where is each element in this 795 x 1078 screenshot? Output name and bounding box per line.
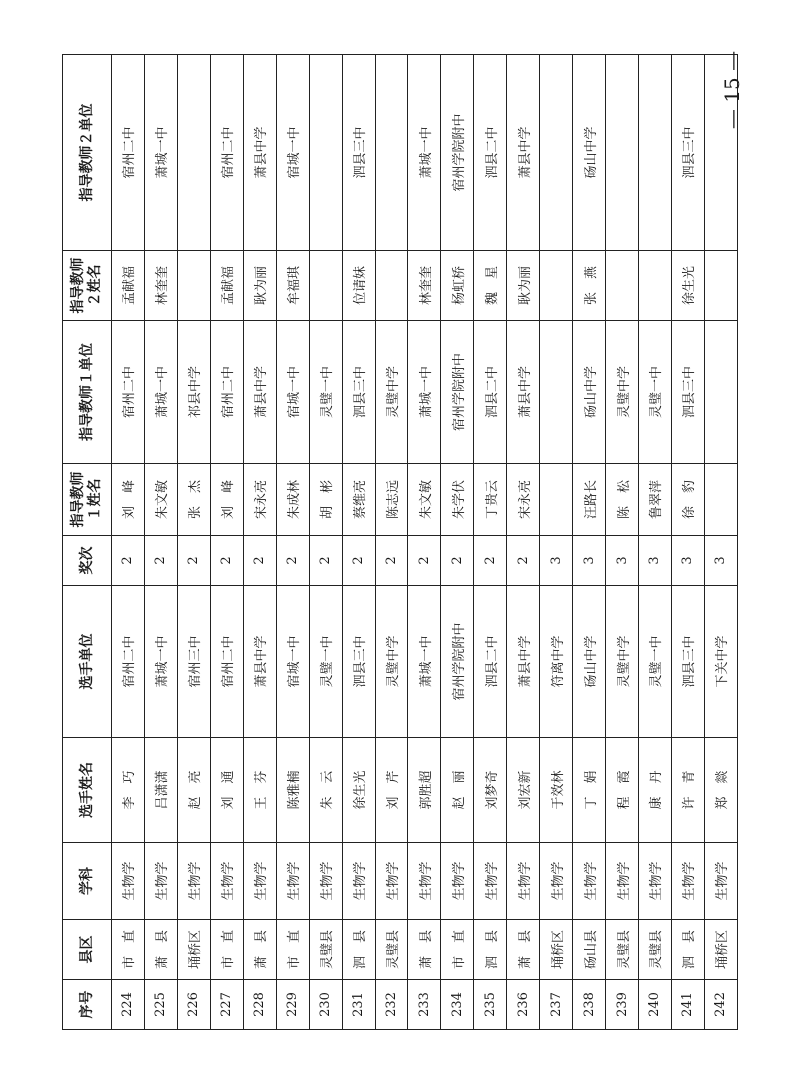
cell-rank: 3 [639, 536, 672, 586]
cell-t1-name: 徐 豹 [671, 464, 704, 536]
cell-district: 埇桥区 [177, 920, 210, 980]
cell-t2-name: 杨虹桥 [441, 251, 474, 321]
cell-t2-name [606, 251, 639, 321]
cell-school: 泗县二中 [474, 586, 507, 738]
cell-district: 埇桥区 [540, 920, 573, 980]
cell-t2-school: 萧城一中 [144, 55, 177, 251]
cell-name: 康 丹 [639, 738, 672, 843]
cell-t1-school: 宿城一中 [276, 321, 309, 464]
cell-t1-school: 祁县中学 [177, 321, 210, 464]
cell-t1-name: 陈 松 [606, 464, 639, 536]
cell-rank: 3 [606, 536, 639, 586]
cell-t1-school: 萧县中学 [243, 321, 276, 464]
cell-t1-name: 朱成林 [276, 464, 309, 536]
table-row [474, 55, 507, 1030]
cell-name: 刘 芹 [375, 738, 408, 843]
cell-t1-school: 萧县中学 [507, 321, 540, 464]
cell-name: 刘宏新 [507, 738, 540, 843]
cell-t2-school [606, 55, 639, 251]
cell-subject: 生物学 [243, 843, 276, 920]
header-cell: 指导教师１姓名 [63, 464, 112, 536]
cell-rank: 2 [177, 536, 210, 586]
cell-t2-school: 萧县中学 [507, 55, 540, 251]
cell-name: 赵 丽 [441, 738, 474, 843]
table-row [573, 55, 606, 1030]
cell-t2-name: 林奎奎 [144, 251, 177, 321]
cell-t1-school: 宿州二中 [210, 321, 243, 464]
cell-name: 徐生光 [342, 738, 375, 843]
table-row [210, 55, 243, 1030]
cell-rank: 2 [112, 536, 145, 586]
cell-rank: 2 [243, 536, 276, 586]
cell-name: 丁 娟 [573, 738, 606, 843]
table-row [342, 55, 375, 1030]
cell-t2-school [639, 55, 672, 251]
cell-district: 灵璧县 [375, 920, 408, 980]
header-cell: 指导教师１单位 [63, 321, 112, 464]
cell-seq: 227 [210, 980, 243, 1030]
cell-t2-name: 孟献福 [112, 251, 145, 321]
cell-t1-name: 丁贵云 [474, 464, 507, 536]
cell-district: 泗 县 [474, 920, 507, 980]
cell-name: 刘 通 [210, 738, 243, 843]
cell-t2-name: 魏 星 [474, 251, 507, 321]
cell-t2-school: 泗县三中 [342, 55, 375, 251]
cell-district: 市 直 [210, 920, 243, 980]
cell-subject: 生物学 [408, 843, 441, 920]
table-body [112, 55, 738, 1030]
header-cell: 序号 [63, 980, 112, 1030]
cell-school: 灵璧一中 [309, 586, 342, 738]
cell-t1-school: 宿州学院附中 [441, 321, 474, 464]
table-row [441, 55, 474, 1030]
cell-school: 萧城一中 [408, 586, 441, 738]
cell-t2-school: 宿城一中 [276, 55, 309, 251]
cell-school: 萧县中学 [243, 586, 276, 738]
cell-name: 郭胜超 [408, 738, 441, 843]
cell-t1-school [540, 321, 573, 464]
cell-t2-name [177, 251, 210, 321]
cell-rank: 2 [210, 536, 243, 586]
cell-t1-name [704, 464, 737, 536]
cell-t1-school: 萧城一中 [144, 321, 177, 464]
cell-t2-name [309, 251, 342, 321]
cell-t2-name: 林奎奎 [408, 251, 441, 321]
cell-seq: 230 [309, 980, 342, 1030]
cell-seq: 239 [606, 980, 639, 1030]
cell-school: 符离中学 [540, 586, 573, 738]
cell-school: 宿城一中 [276, 586, 309, 738]
cell-school: 灵璧一中 [639, 586, 672, 738]
cell-rank: 2 [441, 536, 474, 586]
cell-name: 郑 燚 [704, 738, 737, 843]
table-row [704, 55, 737, 1030]
table-row [639, 55, 672, 1030]
table-header-row [63, 55, 112, 1030]
cell-t1-name: 张 杰 [177, 464, 210, 536]
cell-rank: 3 [671, 536, 704, 586]
cell-district: 萧 县 [408, 920, 441, 980]
cell-name: 吕潇潇 [144, 738, 177, 843]
cell-t2-name: 张 燕 [573, 251, 606, 321]
header-cell: 奖次 [63, 536, 112, 586]
cell-rank: 2 [144, 536, 177, 586]
cell-subject: 生物学 [639, 843, 672, 920]
cell-name: 程 霞 [606, 738, 639, 843]
cell-t2-name: 耿为丽 [507, 251, 540, 321]
cell-school: 泗县三中 [342, 586, 375, 738]
cell-name: 李 巧 [112, 738, 145, 843]
cell-district: 萧 县 [144, 920, 177, 980]
cell-seq: 241 [671, 980, 704, 1030]
cell-t1-name: 刘 峰 [210, 464, 243, 536]
cell-t1-school: 泗县三中 [342, 321, 375, 464]
cell-t1-school: 泗县二中 [474, 321, 507, 464]
cell-subject: 生物学 [112, 843, 145, 920]
award-table [62, 54, 738, 1030]
cell-district: 市 直 [441, 920, 474, 980]
cell-subject: 生物学 [276, 843, 309, 920]
cell-rank: 2 [342, 536, 375, 586]
cell-name: 许 青 [671, 738, 704, 843]
table-row [144, 55, 177, 1030]
cell-rank: 2 [276, 536, 309, 586]
cell-t2-name [704, 251, 737, 321]
cell-t2-school: 萧城一中 [408, 55, 441, 251]
cell-t1-name: 朱文敏 [408, 464, 441, 536]
cell-subject: 生物学 [144, 843, 177, 920]
cell-t2-name [375, 251, 408, 321]
cell-district: 埇桥区 [704, 920, 737, 980]
header-cell: 指导教师２单位 [63, 55, 112, 251]
cell-district: 灵璧县 [606, 920, 639, 980]
cell-t2-school [309, 55, 342, 251]
cell-t1-school: 灵璧一中 [639, 321, 672, 464]
cell-seq: 237 [540, 980, 573, 1030]
cell-district: 灵璧县 [309, 920, 342, 980]
cell-name: 刘梦奇 [474, 738, 507, 843]
page-number: — 15 — [720, 50, 744, 130]
cell-seq: 233 [408, 980, 441, 1030]
header-cell: 选手单位 [63, 586, 112, 738]
cell-t1-name [540, 464, 573, 536]
cell-subject: 生物学 [342, 843, 375, 920]
table-row [276, 55, 309, 1030]
header-cell: 学科 [63, 843, 112, 920]
cell-district: 泗 县 [342, 920, 375, 980]
cell-district: 萧 县 [507, 920, 540, 980]
cell-district: 市 直 [276, 920, 309, 980]
cell-seq: 231 [342, 980, 375, 1030]
cell-t2-school: 宿州学院附中 [441, 55, 474, 251]
cell-school: 宿州二中 [210, 586, 243, 738]
cell-t2-name: 位请妹 [342, 251, 375, 321]
cell-subject: 生物学 [507, 843, 540, 920]
cell-t1-school: 萧城一中 [408, 321, 441, 464]
cell-t1-name: 鲁翠萍 [639, 464, 672, 536]
table-row [507, 55, 540, 1030]
cell-seq: 225 [144, 980, 177, 1030]
cell-t2-name: 孟献福 [210, 251, 243, 321]
cell-subject: 生物学 [606, 843, 639, 920]
cell-school: 灵璧中学 [375, 586, 408, 738]
cell-name: 陈雅楠 [276, 738, 309, 843]
table-row [540, 55, 573, 1030]
cell-seq: 240 [639, 980, 672, 1030]
cell-subject: 生物学 [309, 843, 342, 920]
cell-t1-name: 朱学伏 [441, 464, 474, 536]
header-cell: 选手姓名 [63, 738, 112, 843]
cell-seq: 234 [441, 980, 474, 1030]
cell-t2-school: 萧县中学 [243, 55, 276, 251]
cell-rank: 2 [309, 536, 342, 586]
cell-district: 萧 县 [243, 920, 276, 980]
cell-seq: 235 [474, 980, 507, 1030]
cell-t2-school [540, 55, 573, 251]
cell-seq: 224 [112, 980, 145, 1030]
header-cell: 县区 [63, 920, 112, 980]
cell-t1-school: 宿州二中 [112, 321, 145, 464]
cell-t2-school: 宿州二中 [112, 55, 145, 251]
cell-t1-school: 泗县三中 [671, 321, 704, 464]
cell-t1-school: 砀山中学 [573, 321, 606, 464]
cell-seq: 236 [507, 980, 540, 1030]
table-row [309, 55, 342, 1030]
cell-t2-school [375, 55, 408, 251]
cell-district: 泗 县 [671, 920, 704, 980]
cell-t1-name: 宋永亮 [243, 464, 276, 536]
cell-school: 砀山中学 [573, 586, 606, 738]
table-row [606, 55, 639, 1030]
cell-school: 灵璧中学 [606, 586, 639, 738]
cell-name: 朱 云 [309, 738, 342, 843]
cell-school: 宿州三中 [177, 586, 210, 738]
cell-t1-name: 刘 峰 [112, 464, 145, 536]
cell-rank: 2 [474, 536, 507, 586]
cell-t1-name: 宋永亮 [507, 464, 540, 536]
cell-seq: 229 [276, 980, 309, 1030]
cell-t2-name: 耿为丽 [243, 251, 276, 321]
cell-rank: 2 [375, 536, 408, 586]
cell-subject: 生物学 [704, 843, 737, 920]
cell-name: 于效林 [540, 738, 573, 843]
cell-subject: 生物学 [210, 843, 243, 920]
cell-seq: 238 [573, 980, 606, 1030]
cell-t1-name: 蔡维亮 [342, 464, 375, 536]
cell-seq: 228 [243, 980, 276, 1030]
cell-rank: 3 [573, 536, 606, 586]
cell-district: 市 直 [112, 920, 145, 980]
table-row [408, 55, 441, 1030]
cell-t1-name: 汪路长 [573, 464, 606, 536]
cell-t1-school: 灵璧一中 [309, 321, 342, 464]
cell-t1-name: 陈志远 [375, 464, 408, 536]
cell-t2-school: 泗县三中 [671, 55, 704, 251]
cell-seq: 226 [177, 980, 210, 1030]
cell-district: 灵璧县 [639, 920, 672, 980]
cell-name: 王 芬 [243, 738, 276, 843]
cell-t2-school: 泗县二中 [474, 55, 507, 251]
cell-district: 砀山县 [573, 920, 606, 980]
cell-t2-name [540, 251, 573, 321]
cell-rank: 3 [704, 536, 737, 586]
cell-t2-name: 牟福琪 [276, 251, 309, 321]
cell-school: 泗县三中 [671, 586, 704, 738]
cell-subject: 生物学 [441, 843, 474, 920]
cell-seq: 242 [704, 980, 737, 1030]
cell-school: 萧城一中 [144, 586, 177, 738]
cell-subject: 生物学 [671, 843, 704, 920]
table-row [112, 55, 145, 1030]
cell-t1-school: 灵璧中学 [606, 321, 639, 464]
cell-t1-school [704, 321, 737, 464]
rotated-table-container [62, 55, 738, 1030]
cell-name: 赵 亮 [177, 738, 210, 843]
cell-rank: 2 [507, 536, 540, 586]
table-row [375, 55, 408, 1030]
cell-t2-school: 宿州二中 [210, 55, 243, 251]
cell-t1-school: 灵璧中学 [375, 321, 408, 464]
cell-t1-name: 朱文敏 [144, 464, 177, 536]
cell-t2-name [639, 251, 672, 321]
cell-school: 萧县中学 [507, 586, 540, 738]
cell-subject: 生物学 [177, 843, 210, 920]
cell-t2-school [177, 55, 210, 251]
cell-subject: 生物学 [573, 843, 606, 920]
cell-t2-name: 徐生光 [671, 251, 704, 321]
cell-t1-name: 胡 彬 [309, 464, 342, 536]
cell-subject: 生物学 [540, 843, 573, 920]
cell-seq: 232 [375, 980, 408, 1030]
cell-rank: 3 [540, 536, 573, 586]
header-cell: 指导教师２姓名 [63, 251, 112, 321]
page-number-box [712, 20, 752, 160]
cell-subject: 生物学 [474, 843, 507, 920]
cell-t2-school: 砀山中学 [573, 55, 606, 251]
cell-school: 宿州二中 [112, 586, 145, 738]
cell-rank: 2 [408, 536, 441, 586]
table-row [177, 55, 210, 1030]
cell-school: 宿州学院附中 [441, 586, 474, 738]
table-row [671, 55, 704, 1030]
cell-school: 下关中学 [704, 586, 737, 738]
table-row [243, 55, 276, 1030]
cell-subject: 生物学 [375, 843, 408, 920]
